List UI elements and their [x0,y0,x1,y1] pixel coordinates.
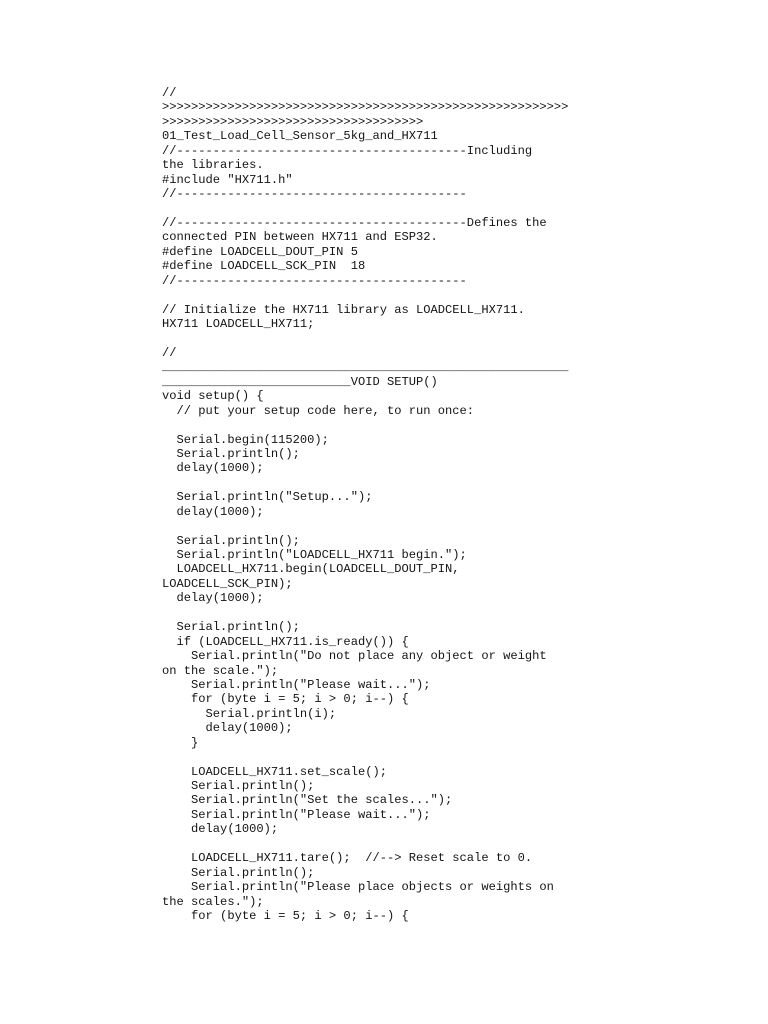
code-line: LOADCELL_HX711.set_scale(); [162,764,387,779]
code-line: #include "HX711.h" [162,172,293,187]
code-line [162,750,622,764]
code-line: Serial.println("Set the scales..."); [162,793,453,808]
code-line [162,418,622,432]
code-line [162,288,622,302]
code-line: LOADCELL_HX711.begin(LOADCELL_DOUT_PIN, [162,562,460,577]
code-line: void setup() { [162,389,264,404]
code-line: the scales."); [162,894,264,909]
code-line [162,202,622,216]
code-listing [162,86,622,923]
code-line: } [162,735,199,750]
code-line: Serial.println("Please wait..."); [162,677,431,692]
code-line [162,606,622,620]
code-line: // [162,86,177,100]
code-line: Serial.println("Please place objects or weights on [162,880,554,895]
code-line: Serial.println(); [162,779,315,793]
code-line: // [162,345,177,360]
code-line: delay(1000); [162,504,264,519]
code-line: HX711 LOADCELL_HX711; [162,317,315,331]
code-line: the libraries. [162,158,264,173]
code-line: #define LOADCELL_SCK_PIN 18 [162,259,366,274]
code-line [162,837,622,851]
code-line: on the scale."); [162,663,279,678]
code-line: for (byte i = 5; i > 0; i--) { [162,692,409,707]
code-line [162,331,622,345]
code-line: Serial.println(); [162,620,300,635]
code-line: delay(1000); [162,721,293,736]
code-line: ________________________________________________________ [162,360,569,375]
code-line: #define LOADCELL_DOUT_PIN 5 [162,244,358,259]
code-line: for (byte i = 5; i > 0; i--) { [162,908,409,923]
code-line: __________________________VOID SETUP() [162,374,438,389]
code-line: if (LOADCELL_HX711.is_ready()) { [162,634,409,649]
code-line: LOADCELL_HX711.tare(); //--> Reset scale to 0. [162,851,533,866]
code-line: // Initialize the HX711 library as LOADCELL_HX711. [162,302,525,317]
code-line: Serial.println(); [162,865,315,880]
code-line: Serial.println("Please wait..."); [162,807,431,822]
code-line: delay(1000); [162,591,264,606]
code-line: //----------------------------------------Including [162,143,533,158]
code-line: Serial.begin(115200); [162,432,329,447]
code-line: >>>>>>>>>>>>>>>>>>>>>>>>>>>>>>>>>>>>>>>>>>>>>>>>>>>>>>>> [162,100,569,115]
code-line: Serial.println(); [162,446,300,461]
code-line: //----------------------------------------Defines the [162,215,547,230]
code-line [162,476,622,490]
code-line: >>>>>>>>>>>>>>>>>>>>>>>>>>>>>>>>>>>> [162,114,424,129]
code-line: delay(1000); [162,461,264,476]
code-line: Serial.println("Do not place any object or weight [162,649,547,664]
code-line: LOADCELL_SCK_PIN); [162,576,293,591]
code-line: Serial.println("Setup..."); [162,490,373,505]
code-line: connected PIN between HX711 and ESP32. [162,230,438,245]
code-line: Serial.println(i); [162,706,337,721]
code-line: delay(1000); [162,822,279,837]
code-line [162,519,622,533]
code-line: 01_Test_Load_Cell_Sensor_5kg_and_HX711 [162,129,438,144]
code-line: // put your setup code here, to run once: [162,403,475,418]
code-line: //---------------------------------------- [162,187,467,202]
code-line: //---------------------------------------- [162,273,467,288]
code-line: Serial.println(); [162,533,300,548]
code-line: Serial.println("LOADCELL_HX711 begin."); [162,548,467,562]
